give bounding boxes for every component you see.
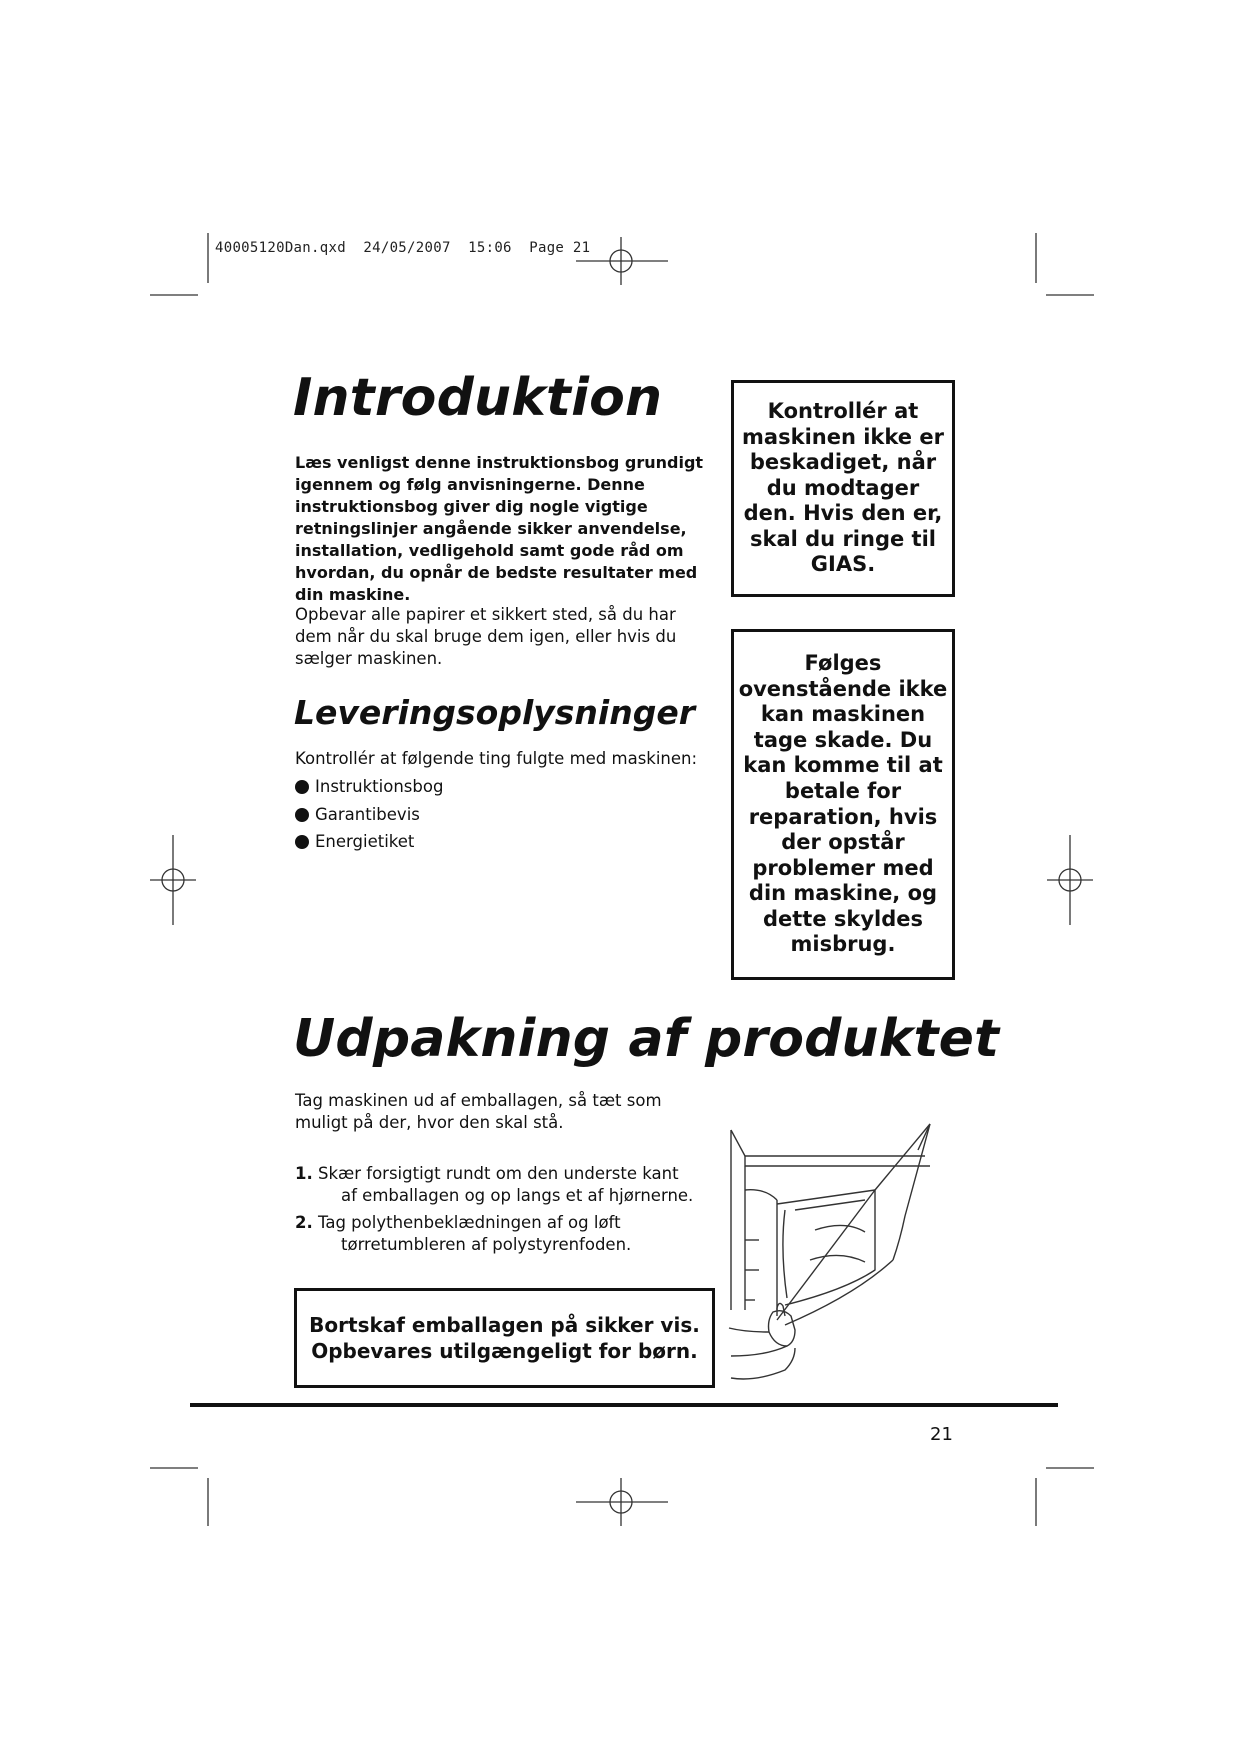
list-item: [295, 776, 725, 798]
step-number: 1.: [295, 1164, 313, 1183]
misuse-warning-box: [731, 629, 955, 980]
step-text-continued: af emballagen og op langs et af hjørnerne.: [341, 1186, 694, 1205]
page-number: 21: [930, 1424, 953, 1445]
footer-rule: [190, 1403, 1058, 1407]
delivery-item-label: Instruktionsbog: [315, 777, 444, 796]
disposal-warning-box: [294, 1288, 715, 1388]
delivery-item-label: Energietiket: [315, 832, 415, 851]
disposal-warning-text: Bortskaf emballagen på sikker vis. Opbevares utilgængeligt for børn.: [309, 1313, 700, 1363]
delivery-item-label: Garantibevis: [315, 804, 420, 824]
intro-body-paragraph: Opbevar alle papirer et sikkert sted, så du har dem når du skal bruge dem igen, eller hvis du sælger maskinen.: [295, 605, 677, 668]
misuse-warning-text: Følges ovenstående ikke kan maskinen tage skade. Du kan komme til at betale for reparation, hvis der opstår problemer med din maskine, og dette skyldes misbrug.: [738, 650, 948, 957]
step-text-continued: tørretumbleren af polystyrenfoden.: [341, 1235, 632, 1254]
step-text: Tag polythenbeklædningen af og løft: [318, 1213, 621, 1232]
list-item: [295, 804, 725, 826]
step-text: Skær forsigtigt rundt om den underste kant: [318, 1164, 679, 1183]
list-item: [295, 831, 725, 853]
delivery-items-list: [295, 776, 725, 859]
unpack-steps-list: [295, 1163, 725, 1261]
bullet-icon: [295, 808, 309, 822]
check-damage-box: [731, 380, 955, 597]
unpack-intro: Tag maskinen ud af emballagen, så tæt som muligt på der, hvor den skal stå.: [295, 1091, 662, 1132]
check-damage-text: Kontrollér at maskinen ikke er beskadiget, når du modtager den. Hvis den er, skal du ringe til GIAS.: [742, 398, 944, 577]
step-number: 2.: [295, 1213, 313, 1232]
list-item: [295, 1163, 725, 1207]
bullet-icon: [295, 835, 309, 849]
delivery-title: Leveringsoplysninger: [294, 693, 695, 732]
print-slug: 40005120Dan.qxd 24/05/2007 15:06 Page 21: [215, 240, 591, 256]
unpacking-illustration: [725, 1120, 945, 1390]
intro-lead-paragraph: Læs venligst denne instruktionsbog grundigt igennem og følg anvisningerne. Denne instruktionsbog giver dig nogle vigtige retningslinjer angående sikker anvendelse, installation, vedligehold samt gode råd om hvordan, du opnår de bedste resultater med din maskine.: [295, 453, 704, 604]
intro-title: Introduktion: [293, 368, 663, 428]
bullet-icon: [295, 780, 309, 794]
unpack-title: Udpakning af produktet: [293, 1009, 1000, 1069]
list-item: [295, 1212, 725, 1256]
delivery-intro: Kontrollér at følgende ting fulgte med maskinen:: [295, 749, 698, 768]
